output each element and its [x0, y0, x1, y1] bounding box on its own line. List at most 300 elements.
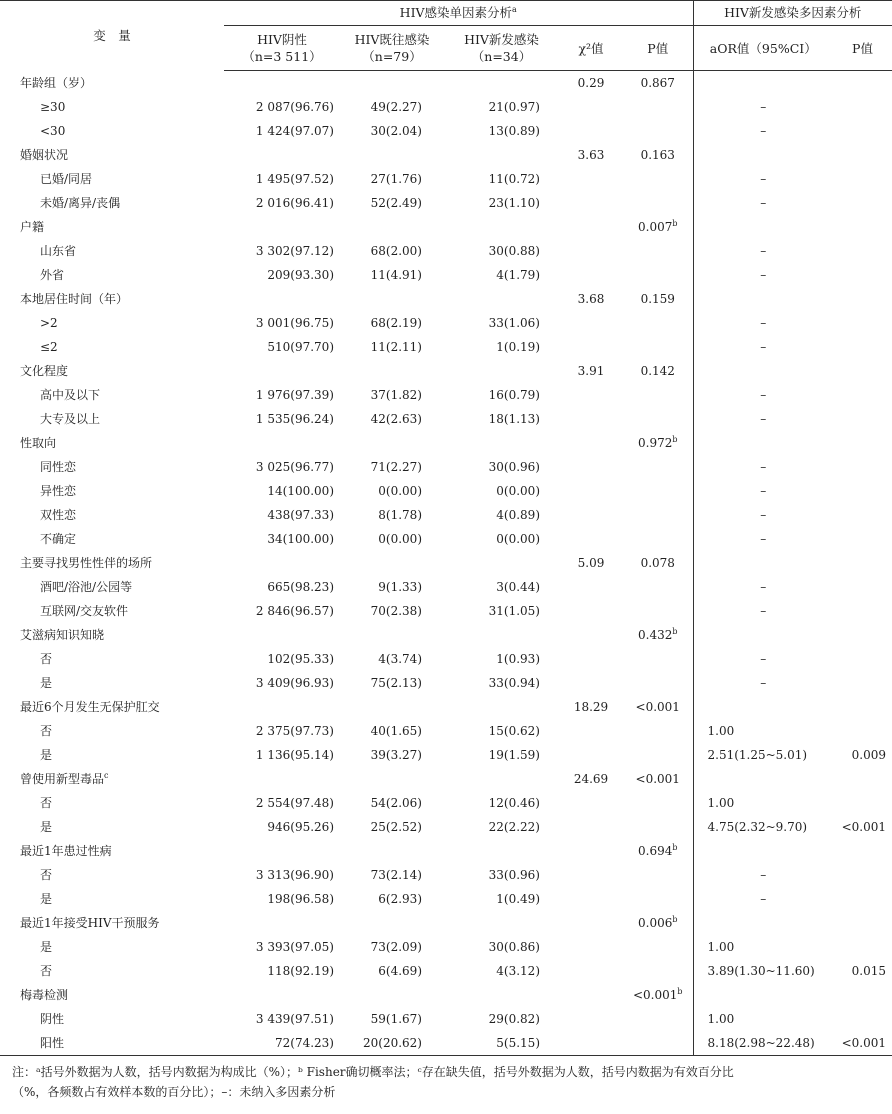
hiv-new-cell	[444, 863, 559, 887]
multi-p-cell	[833, 767, 892, 791]
variable-level-label	[0, 455, 224, 479]
multi-p-cell	[833, 959, 892, 983]
hiv-negative-cell	[224, 1007, 340, 1031]
hiv-prior-cell	[340, 839, 444, 863]
multi-p-cell	[833, 791, 892, 815]
aor-cell	[693, 287, 833, 311]
hiv-negative-cell	[224, 215, 340, 239]
multi-p-cell-text: 0.015	[851, 964, 886, 978]
variable-level-label-text: 是	[40, 748, 53, 762]
p-value-cell-text: <0.001	[635, 700, 680, 714]
p-value-cell	[623, 287, 693, 311]
hiv-negative-cell	[224, 983, 340, 1007]
hiv-negative-cell-text: 1 535(96.24)	[255, 412, 334, 426]
p-value-cell	[623, 311, 693, 335]
hiv-prior-cell	[340, 719, 444, 743]
variable-level-label	[0, 119, 224, 143]
chi-square-cell	[559, 95, 623, 119]
hiv-prior-cell-text: 54(2.06)	[370, 796, 422, 810]
variable-level-label	[0, 239, 224, 263]
hiv-new-cell	[444, 575, 559, 599]
chi-square-cell	[559, 71, 623, 96]
p-value-cell	[623, 479, 693, 503]
chi-square-cell	[559, 191, 623, 215]
hiv-prior-cell-text: 75(2.13)	[370, 676, 422, 690]
p-value-cell	[623, 719, 693, 743]
variable-level-label-text: 是	[40, 892, 53, 906]
multi-p-cell	[833, 311, 892, 335]
p-value-cell	[623, 455, 693, 479]
hiv-negative-cell-text: 665(98.23)	[267, 580, 334, 594]
hiv-prior-cell	[340, 143, 444, 167]
hiv-new-cell	[444, 311, 559, 335]
table-row	[0, 911, 892, 935]
chi-square-cell	[559, 575, 623, 599]
p-value-cell	[623, 407, 693, 431]
variable-level-label-text: 不确定	[40, 532, 77, 546]
variable-level-label	[0, 191, 224, 215]
variable-level-label	[0, 719, 224, 743]
aor-cell-text: 1.00	[707, 796, 735, 810]
variable-group-label-text: 梅毒检测	[20, 988, 69, 1002]
hiv-negative-cell	[224, 911, 340, 935]
p-value-cell	[623, 935, 693, 959]
p-value-header: P值	[623, 26, 693, 71]
hiv-negative-cell-text: 34(100.00)	[267, 532, 334, 546]
hiv-negative-cell	[224, 311, 340, 335]
variable-level-label-text: 同性恋	[40, 460, 77, 474]
hiv-prior-cell	[340, 191, 444, 215]
p-value-cell	[623, 647, 693, 671]
hiv-new-cell-text: 5(5.15)	[496, 1036, 540, 1050]
variable-group-label	[0, 911, 224, 935]
hiv-new-cell-text: 0(0.00)	[496, 532, 540, 546]
aor-cell-text: –	[760, 532, 767, 546]
hiv-negative-cell	[224, 791, 340, 815]
multi-p-cell	[833, 671, 892, 695]
multi-p-cell	[833, 623, 892, 647]
hiv-negative-cell-text: 2 554(97.48)	[255, 796, 334, 810]
multi-p-cell	[833, 935, 892, 959]
hiv-new-cell-text: 11(0.72)	[488, 172, 540, 186]
table-row	[0, 647, 892, 671]
hiv-prior-cell-text: 6(2.93)	[378, 892, 422, 906]
p-value-cell	[623, 167, 693, 191]
p-value-cell	[623, 743, 693, 767]
chi-square-cell	[559, 215, 623, 239]
variable-level-label	[0, 791, 224, 815]
hiv-negative-cell	[224, 959, 340, 983]
aor-cell-text: 1.00	[707, 1012, 735, 1026]
chi-square-cell	[559, 911, 623, 935]
multi-p-cell	[833, 143, 892, 167]
p-value-cell	[623, 575, 693, 599]
p-value-cell-sup: b	[672, 843, 678, 852]
p-value-cell-text: 0.078	[640, 556, 675, 570]
hiv-negative-cell	[224, 359, 340, 383]
hiv-new-cell	[444, 407, 559, 431]
aor-cell	[693, 551, 833, 575]
hiv-negative-cell	[224, 431, 340, 455]
hiv-negative-cell	[224, 575, 340, 599]
aor-cell	[693, 71, 833, 96]
variable-group-label	[0, 839, 224, 863]
aor-cell-text: –	[760, 316, 767, 330]
hiv-prior-cell-text: 30(2.04)	[370, 124, 422, 138]
hiv-prior-cell	[340, 407, 444, 431]
chi-square-cell	[559, 551, 623, 575]
hiv-new-cell-text: 1(0.49)	[496, 892, 540, 906]
aor-cell	[693, 743, 833, 767]
hiv-prior-cell	[340, 647, 444, 671]
hiv-prior-cell-text: 71(2.27)	[370, 460, 422, 474]
table-row	[0, 863, 892, 887]
variable-level-label	[0, 383, 224, 407]
p-value-cell-text: 0.159	[640, 292, 675, 306]
hiv-negative-cell-text: 510(97.70)	[267, 340, 334, 354]
hiv-prior-cell-text: 39(3.27)	[370, 748, 422, 762]
hiv-new-cell	[444, 455, 559, 479]
chi-square-cell	[559, 719, 623, 743]
hiv-prior-cell	[340, 455, 444, 479]
chi-square-cell	[559, 887, 623, 911]
table-row	[0, 815, 892, 839]
hiv-prior-header	[340, 26, 444, 71]
hiv-prior-cell-text: 27(1.76)	[370, 172, 422, 186]
variable-group-label-text: 曾使用新型毒品	[20, 772, 105, 786]
variable-group-label	[0, 71, 224, 96]
chi-square-cell	[559, 1031, 623, 1056]
table-row	[0, 503, 892, 527]
multi-p-cell	[833, 575, 892, 599]
p-value-cell-sup: b	[672, 915, 678, 924]
hiv-new-cell-text: 1(0.19)	[496, 340, 540, 354]
hiv-new-cell	[444, 767, 559, 791]
hiv-negative-cell-text: 3 302(97.12)	[255, 244, 334, 258]
p-value-cell	[623, 71, 693, 96]
chi-square-cell	[559, 647, 623, 671]
aor-cell	[693, 335, 833, 359]
hiv-new-cell	[444, 695, 559, 719]
table-row	[0, 671, 892, 695]
chi-square-cell	[559, 263, 623, 287]
hiv-negative-cell	[224, 719, 340, 743]
p-value-cell	[623, 119, 693, 143]
p-value-cell	[623, 791, 693, 815]
hiv-new-cell	[444, 551, 559, 575]
aor-cell-text: 2.51(1.25~5.01)	[707, 748, 808, 762]
aor-cell-text: –	[760, 508, 767, 522]
table-row	[0, 791, 892, 815]
p-value-cell	[623, 623, 693, 647]
aor-cell	[693, 647, 833, 671]
hiv-prior-cell	[340, 167, 444, 191]
variable-group-label	[0, 215, 224, 239]
hiv-prior-cell-text: 20(20.62)	[363, 1036, 422, 1050]
aor-cell-text: –	[760, 868, 767, 882]
hiv-negative-cell	[224, 143, 340, 167]
hiv-prior-cell-text: 73(2.09)	[370, 940, 422, 954]
hiv-negative-cell	[224, 743, 340, 767]
multi-p-cell	[833, 287, 892, 311]
variable-group-label-text: 主要寻找男性性伴的场所	[20, 556, 153, 570]
aor-cell-text: –	[760, 652, 767, 666]
hiv-prior-cell	[340, 287, 444, 311]
aor-cell	[693, 527, 833, 551]
chi-square-cell	[559, 983, 623, 1007]
aor-cell	[693, 143, 833, 167]
hiv-negative-cell	[224, 119, 340, 143]
hiv-negative-cell	[224, 1031, 340, 1056]
hiv-negative-cell	[224, 647, 340, 671]
variable-level-label	[0, 527, 224, 551]
hiv-prior-cell	[340, 911, 444, 935]
hiv-prior-cell	[340, 815, 444, 839]
hiv-prior-cell-text: 4(3.74)	[378, 652, 422, 666]
multi-p-cell	[833, 167, 892, 191]
hiv-new-cell	[444, 983, 559, 1007]
variable-level-label	[0, 95, 224, 119]
hiv-prior-cell	[340, 335, 444, 359]
variable-level-label	[0, 263, 224, 287]
table-row	[0, 575, 892, 599]
hiv-negative-cell	[224, 503, 340, 527]
variable-group-label-text: 本地居住时间（年）	[20, 292, 129, 306]
variable-level-label	[0, 743, 224, 767]
aor-cell	[693, 239, 833, 263]
chi-square-cell	[559, 599, 623, 623]
multi-p-cell	[833, 359, 892, 383]
hiv-new-cell-text: 16(0.79)	[488, 388, 540, 402]
hiv-new-cell-text: 13(0.89)	[488, 124, 540, 138]
p-value-cell	[623, 335, 693, 359]
hiv-negative-cell-text: 3 313(96.90)	[255, 868, 334, 882]
multi-p-cell	[833, 743, 892, 767]
chi-square-cell	[559, 119, 623, 143]
aor-cell	[693, 191, 833, 215]
hiv-prior-cell	[340, 71, 444, 96]
hiv-new-cell	[444, 743, 559, 767]
table-row	[0, 551, 892, 575]
multi-p-cell	[833, 1031, 892, 1056]
variable-level-label-text: 已婚/同居	[40, 172, 93, 186]
p-value-cell	[623, 191, 693, 215]
p-value-cell	[623, 143, 693, 167]
chi-square-cell-text: 18.29	[573, 700, 609, 714]
p-value-cell	[623, 911, 693, 935]
aor-cell-text: 3.89(1.30~11.60)	[707, 964, 815, 978]
hiv-negative-cell-text: 72(74.23)	[275, 1036, 334, 1050]
variable-level-label-text: 是	[40, 676, 53, 690]
chi-square-cell-text: 24.69	[573, 772, 609, 786]
hiv-prior-cell-text: 37(1.82)	[370, 388, 422, 402]
chi-square-cell	[559, 623, 623, 647]
aor-cell	[693, 503, 833, 527]
hiv-new-cell-text: 22(2.22)	[488, 820, 540, 834]
table-row	[0, 263, 892, 287]
multi-p-cell	[833, 527, 892, 551]
hiv-prior-cell-text: 52(2.49)	[370, 196, 422, 210]
variable-level-label	[0, 335, 224, 359]
hiv-prior-cell	[340, 983, 444, 1007]
hiv-prior-label: HIV既往感染	[354, 32, 430, 47]
multi-p-cell	[833, 887, 892, 911]
hiv-negative-n: （n=3 511）	[242, 49, 322, 64]
chi-square-cell-text: 3.68	[577, 292, 605, 306]
p-value-cell	[623, 1031, 693, 1056]
p-value-cell-text: 0.694	[638, 844, 673, 858]
hiv-prior-cell	[340, 263, 444, 287]
hiv-negative-cell-text: 3 409(96.93)	[255, 676, 334, 690]
table-row	[0, 695, 892, 719]
hiv-new-label: HIV新发感染	[464, 32, 539, 47]
hiv-new-cell-text: 18(1.13)	[488, 412, 540, 426]
univariate-group-title: HIV感染单因素分析	[399, 5, 513, 20]
chi-square-cell	[559, 431, 623, 455]
multi-p-cell	[833, 863, 892, 887]
hiv-negative-cell-text: 209(93.30)	[267, 268, 334, 282]
p-value-cell-text: 0.163	[640, 148, 675, 162]
variable-level-label	[0, 647, 224, 671]
hiv-negative-cell	[224, 623, 340, 647]
hiv-prior-n: （n=79）	[362, 49, 422, 64]
hiv-prior-cell	[340, 767, 444, 791]
hiv-negative-cell-text: 14(100.00)	[267, 484, 334, 498]
p-value-cell	[623, 551, 693, 575]
hiv-negative-cell-text: 2 375(97.73)	[255, 724, 334, 738]
p-value-cell	[623, 263, 693, 287]
variable-group-label-text: 最近1年患过性病	[20, 844, 112, 858]
table-row	[0, 143, 892, 167]
variable-level-label	[0, 887, 224, 911]
hiv-negative-cell	[224, 95, 340, 119]
chi-square-cell	[559, 167, 623, 191]
p-value-cell-sup: b	[672, 219, 678, 228]
multi-p-cell	[833, 551, 892, 575]
hiv-negative-cell-text: 1 136(95.14)	[255, 748, 334, 762]
multi-p-cell	[833, 839, 892, 863]
table-row	[0, 119, 892, 143]
p-value-cell-text: <0.001	[635, 772, 680, 786]
p-value-cell	[623, 503, 693, 527]
p-value-cell-text: 0.972	[638, 436, 673, 450]
hiv-prior-cell	[340, 623, 444, 647]
chi-square-cell	[559, 359, 623, 383]
hiv-negative-cell	[224, 455, 340, 479]
hiv-prior-cell	[340, 791, 444, 815]
multi-p-cell	[833, 911, 892, 935]
variable-level-label	[0, 671, 224, 695]
table-row	[0, 1007, 892, 1031]
aor-cell-text: –	[760, 388, 767, 402]
hiv-new-cell	[444, 1031, 559, 1056]
hiv-prior-cell	[340, 311, 444, 335]
hiv-prior-cell	[340, 239, 444, 263]
variable-level-label-text: 异性恋	[40, 484, 77, 498]
aor-cell-text: –	[760, 340, 767, 354]
hiv-negative-cell	[224, 239, 340, 263]
chi-square-cell-text: 5.09	[577, 556, 605, 570]
chi-square-cell	[559, 527, 623, 551]
variable-group-label-text: 性取向	[20, 436, 57, 450]
multi-p-cell	[833, 455, 892, 479]
p-value-cell	[623, 383, 693, 407]
aor-cell-text: 4.75(2.32~9.70)	[707, 820, 808, 834]
variable-level-label-text: 外省	[40, 268, 65, 282]
hiv-prior-cell	[340, 431, 444, 455]
aor-cell	[693, 887, 833, 911]
p-value-cell	[623, 887, 693, 911]
hiv-new-cell	[444, 911, 559, 935]
table-row	[0, 743, 892, 767]
aor-cell-text: –	[760, 124, 767, 138]
hiv-new-cell-text: 30(0.88)	[488, 244, 540, 258]
p-value-cell	[623, 215, 693, 239]
hiv-new-header	[444, 26, 559, 71]
hiv-prior-cell-text: 0(0.00)	[378, 484, 422, 498]
hiv-new-cell	[444, 479, 559, 503]
hiv-prior-cell	[340, 695, 444, 719]
variable-level-label-text: >2	[40, 316, 58, 330]
hiv-prior-cell	[340, 575, 444, 599]
chi-square-cell	[559, 407, 623, 431]
hiv-new-cell-text: 4(0.89)	[496, 508, 540, 522]
p-value-cell	[623, 431, 693, 455]
hiv-new-cell-text: 23(1.10)	[488, 196, 540, 210]
chi-square-cell-text: 0.29	[577, 76, 605, 90]
p-value-cell	[623, 671, 693, 695]
hiv-prior-cell	[340, 959, 444, 983]
variable-level-label-text: 否	[40, 868, 53, 882]
variable-level-label	[0, 863, 224, 887]
chi-square-cell	[559, 839, 623, 863]
hiv-negative-cell	[224, 167, 340, 191]
multi-p-cell	[833, 95, 892, 119]
multi-p-header: P值	[833, 26, 892, 71]
hiv-prior-cell-text: 6(4.69)	[378, 964, 422, 978]
chi-square-cell	[559, 935, 623, 959]
table-row	[0, 311, 892, 335]
hiv-negative-cell-text: 946(95.26)	[267, 820, 334, 834]
chi-square-cell-text: 3.63	[577, 148, 605, 162]
chi-square-cell	[559, 311, 623, 335]
variable-level-label-text: 大专及以上	[40, 412, 101, 426]
p-value-cell-text: 0.432	[638, 628, 673, 642]
multi-p-cell	[833, 647, 892, 671]
aor-cell	[693, 119, 833, 143]
variable-group-label	[0, 143, 224, 167]
variable-group-label	[0, 359, 224, 383]
multi-p-cell	[833, 479, 892, 503]
variable-group-label-text: 婚姻状况	[20, 148, 69, 162]
multi-p-cell	[833, 719, 892, 743]
p-value-cell-sup: b	[672, 627, 678, 636]
table-row	[0, 1031, 892, 1056]
variable-group-label-text: 年龄组（岁）	[20, 75, 93, 90]
hiv-new-cell	[444, 119, 559, 143]
chi-square-cell	[559, 791, 623, 815]
hiv-new-cell-text: 29(0.82)	[488, 1012, 540, 1026]
hiv-negative-cell-text: 438(97.33)	[267, 508, 334, 522]
multi-p-cell-text: <0.001	[841, 1036, 886, 1050]
hiv-new-cell	[444, 383, 559, 407]
table-row	[0, 359, 892, 383]
aor-cell	[693, 815, 833, 839]
table-row	[0, 527, 892, 551]
chi-square-cell	[559, 335, 623, 359]
hiv-negative-cell-text: 2 016(96.41)	[255, 196, 334, 210]
p-value-cell	[623, 863, 693, 887]
